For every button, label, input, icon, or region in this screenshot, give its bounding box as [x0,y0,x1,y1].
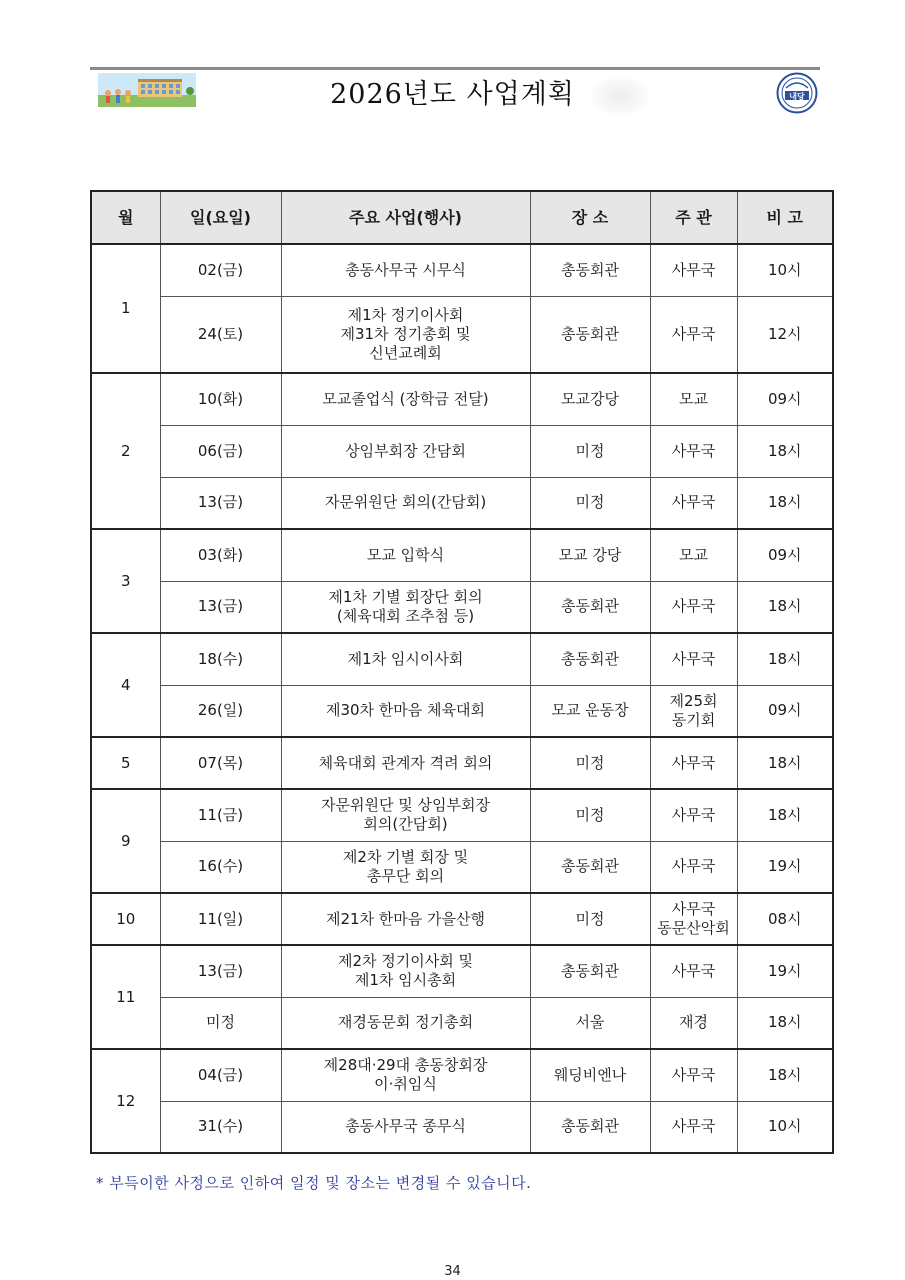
note-cell: 19시 [737,841,833,893]
place-cell: 미정 [530,425,650,477]
page-title: 2026년도 사업계획 [330,79,575,110]
table-row [91,789,833,841]
date-cell: 13(금) [160,477,281,529]
month-cell: 2 [91,373,160,529]
date-cell: 07(목) [160,737,281,789]
place-cell: 미정 [530,789,650,841]
date-cell: 03(화) [160,529,281,581]
date-cell: 31(수) [160,1101,281,1153]
col-header-event: 주요 사업(행사) [281,191,530,244]
place-cell: 모교 운동장 [530,685,650,737]
host-cell: 사무국 [650,477,737,529]
place-cell: 총동회관 [530,296,650,373]
note-cell: 09시 [737,685,833,737]
date-cell: 11(금) [160,789,281,841]
school-emblem-logo [776,72,818,114]
host-cell: 사무국 [650,633,737,685]
place-cell: 웨딩비엔나 [530,1049,650,1101]
note-cell: 18시 [737,633,833,685]
emblem-text: 내당 [789,92,805,101]
event-cell: 제1차 임시이사회 [281,633,530,685]
note-cell: 18시 [737,737,833,789]
place-cell: 총동회관 [530,1101,650,1153]
event-cell: 제2차 정기이사회 및 제1차 임시총회 [281,945,530,997]
blurred-mark [590,76,650,116]
table-row [91,1101,833,1153]
date-cell: 04(금) [160,1049,281,1101]
place-cell: 총동회관 [530,945,650,997]
table-row [91,841,833,893]
table-header-row [91,191,833,244]
event-cell: 총동사무국 종무식 [281,1101,530,1153]
host-cell: 재경 [650,997,737,1049]
table-row [91,425,833,477]
place-cell: 모교 강당 [530,529,650,581]
date-cell: 16(수) [160,841,281,893]
col-header-date: 일(요일) [160,191,281,244]
event-cell: 상임부회장 간담회 [281,425,530,477]
note-cell: 18시 [737,789,833,841]
table-row [91,296,833,373]
note-cell: 18시 [737,425,833,477]
host-cell: 사무국 [650,1101,737,1153]
place-cell: 미정 [530,477,650,529]
event-cell: 자문위원단 및 상임부회장 회의(간담회) [281,789,530,841]
note-cell: 18시 [737,997,833,1049]
schedule-table-body [91,244,833,1153]
date-cell: 18(수) [160,633,281,685]
month-cell: 11 [91,945,160,1049]
date-cell: 11(일) [160,893,281,945]
event-cell: 제28대·29대 총동창회장 이·취임식 [281,1049,530,1101]
host-cell: 사무국 [650,789,737,841]
date-cell: 06(금) [160,425,281,477]
place-cell: 미정 [530,893,650,945]
host-cell: 사무국 [650,945,737,997]
note-cell: 09시 [737,529,833,581]
host-cell: 사무국 [650,244,737,296]
note-cell: 10시 [737,244,833,296]
page-number: 34 [444,1264,461,1279]
host-cell: 사무국 [650,737,737,789]
footnote: * 부득이한 사정으로 인하여 일정 및 장소는 변경될 수 있습니다. [96,1174,532,1192]
table-row [91,737,833,789]
header-rule [90,67,820,70]
host-cell: 모교 [650,373,737,425]
table-row [91,1049,833,1101]
date-cell: 24(토) [160,296,281,373]
host-cell: 사무국 [650,581,737,633]
col-header-host: 주 관 [650,191,737,244]
table-row [91,633,833,685]
event-cell: 제30차 한마음 체육대회 [281,685,530,737]
month-cell: 12 [91,1049,160,1153]
note-cell: 08시 [737,893,833,945]
table-row [91,945,833,997]
table-row [91,244,833,296]
place-cell: 미정 [530,737,650,789]
note-cell: 10시 [737,1101,833,1153]
date-cell: 10(화) [160,373,281,425]
place-cell: 서울 [530,997,650,1049]
note-cell: 18시 [737,581,833,633]
date-cell: 13(금) [160,945,281,997]
table-row [91,373,833,425]
note-cell: 09시 [737,373,833,425]
place-cell: 총동회관 [530,633,650,685]
col-header-note: 비 고 [737,191,833,244]
month-cell: 10 [91,893,160,945]
event-cell: 제21차 한마음 가을산행 [281,893,530,945]
table-row [91,893,833,945]
note-cell: 18시 [737,477,833,529]
month-cell: 9 [91,789,160,893]
month-cell: 3 [91,529,160,633]
event-cell: 총동사무국 시무식 [281,244,530,296]
place-cell: 총동회관 [530,244,650,296]
date-cell: 02(금) [160,244,281,296]
event-cell: 제1차 정기이사회 제31차 정기총회 및 신년교례회 [281,296,530,373]
table-row [91,685,833,737]
host-cell: 사무국 [650,296,737,373]
place-cell: 모교강당 [530,373,650,425]
table-row [91,997,833,1049]
table-row [91,529,833,581]
place-cell: 총동회관 [530,581,650,633]
note-cell: 19시 [737,945,833,997]
note-cell: 12시 [737,296,833,373]
host-cell: 사무국 동문산악회 [650,893,737,945]
event-cell: 모교졸업식 (장학금 전달) [281,373,530,425]
date-cell: 미정 [160,997,281,1049]
col-header-month: 월 [91,191,160,244]
event-cell: 체육대회 관계자 격려 회의 [281,737,530,789]
note-cell: 18시 [737,1049,833,1101]
date-cell: 13(금) [160,581,281,633]
schedule-table [90,190,834,1154]
month-cell: 4 [91,633,160,737]
event-cell: 제1차 기별 회장단 회의 (체육대회 조추첨 등) [281,581,530,633]
date-cell: 26(일) [160,685,281,737]
host-cell: 사무국 [650,1049,737,1101]
host-cell: 제25회 동기회 [650,685,737,737]
place-cell: 총동회관 [530,841,650,893]
month-cell: 5 [91,737,160,789]
event-cell: 자문위원단 회의(간담회) [281,477,530,529]
host-cell: 모교 [650,529,737,581]
table-row [91,581,833,633]
month-cell: 1 [91,244,160,373]
event-cell: 제2차 기별 회장 및 총무단 회의 [281,841,530,893]
event-cell: 재경동문회 정기총회 [281,997,530,1049]
table-row [91,477,833,529]
col-header-place: 장 소 [530,191,650,244]
host-cell: 사무국 [650,425,737,477]
host-cell: 사무국 [650,841,737,893]
event-cell: 모교 입학식 [281,529,530,581]
